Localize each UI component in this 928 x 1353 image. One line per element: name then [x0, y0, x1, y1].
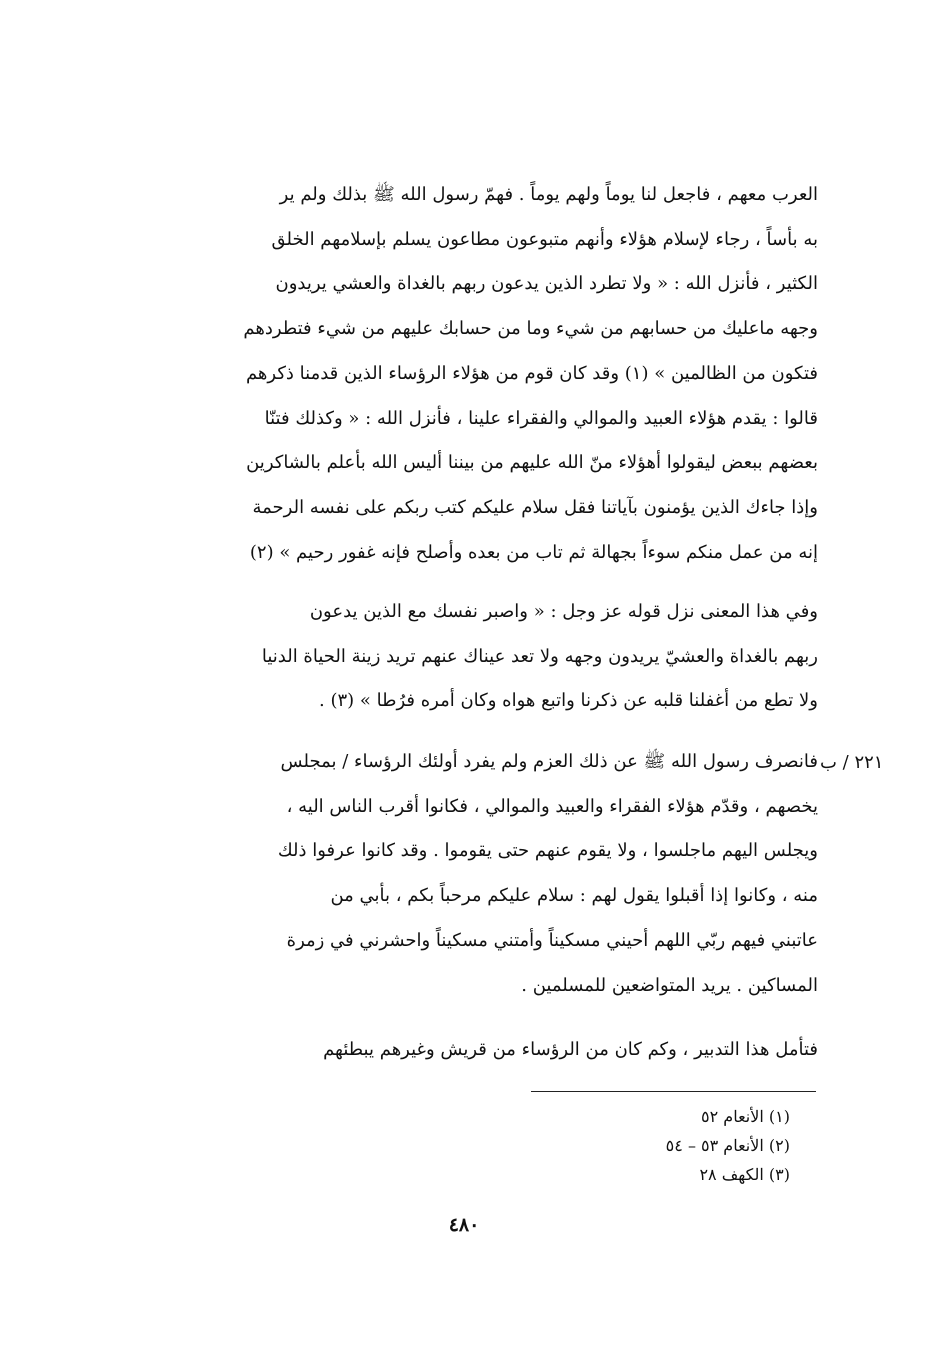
- text-line: وفي هذا المعنى نزل قوله عز وجل : « واصبر نفسك مع الذين يدعون: [309, 601, 818, 622]
- text-line: ويجلس اليهم ماجلسوا ، ولا يقوم عنهم حتى يقوموا . وقد كانوا عرفوا ذلك: [277, 840, 818, 862]
- text-line: فتأمل هذا التدبير ، وكم كان من الرؤساء من قريش وغيرهم يبطئهم: [323, 1039, 818, 1060]
- text-line: إنه من عمل منكم سوءاً بجهالة ثم تاب من بعده وأصلح فإنه غفور رحيم » (٢): [249, 541, 818, 563]
- text-line: عاتبني فيهم ربّي اللهم أحيني مسكيناً وأمتني مسكيناً واحشرني في زمرة: [286, 929, 818, 951]
- footnote-1: (١) الأنعام ٥٢: [701, 1107, 790, 1126]
- text-line: فتكون من الظالمين » (١) وقد كان قوم من هؤلاء الرؤساء الذين قدمنا ذكرهم: [245, 362, 818, 384]
- text-line: المساكين . يريد المتواضعين للمسلمين .: [521, 974, 818, 996]
- paragraph-2: [138, 590, 818, 724]
- footnote-3: (٣) الكهف ٢٨: [699, 1165, 790, 1184]
- paragraph-4: [138, 1028, 818, 1073]
- text-line: العرب معهم ، فاجعل لنا يوماً ولهم يوماً . فهمّ رسول الله ﷺ بذلك ولم ير: [279, 184, 818, 205]
- text-line: وإذا جاءك الذين يؤمنون بآياتنا فقل سلام عليكم كتب ربكم على نفسه الرحمة: [252, 496, 818, 518]
- manuscript-folio-marker: ٢٢١ / ب: [820, 752, 884, 773]
- text-line: قالوا : يقدم هؤلاء العبيد والموالي والفقراء علينا ، فأنزل الله : « وكذلك فتنّا: [264, 407, 818, 429]
- text-line: بعضهم ببعض ليقولوا أهؤلاء منّ الله عليهم من بيننا أليس الله بأعلم بالشاكرين: [246, 452, 818, 474]
- text-line: فانصرف رسول الله ﷺ عن ذلك العزم ولم يفرد أولئك الرؤساء / بمجلس: [280, 751, 818, 772]
- text-line: وجهه ماعليك من حسابهم من شيء وما من حسابك عليهم من شيء فتطردهم: [243, 318, 818, 340]
- footnote-2: (٢) الأنعام ٥٣ – ٥٤: [665, 1136, 790, 1155]
- text-line: ربهم بالغداة والعشيّ يريدون وجهه ولا تعد عيناك عنهم تريد زينة الحياة الدنيا: [261, 645, 818, 667]
- text-line: به بأساً ، رجاء لإسلام هؤلاء وأنهم متبوعون مطاعون يسلم بإسلامهم الخلق: [271, 228, 818, 250]
- text-line: منه ، وكانوا إذا أقبلوا يقول لهم : سلام عليكم مرحباً بكم ، بأبي من: [330, 885, 818, 907]
- footnote-divider: [531, 1091, 816, 1092]
- footnotes: [560, 1102, 790, 1189]
- text-line: يخصهم ، وقدّم هؤلاء الفقراء والعبيد والموالي ، فكانوا أقرب الناس اليه ،: [286, 795, 818, 817]
- page-number: ٤٨٠: [448, 1214, 480, 1236]
- text-line: الكثير ، فأنزل الله : « ولا تطرد الذين يدعون ربهم بالغداة والعشي يريدون: [275, 273, 818, 295]
- text-line: ولا تطع من أغفلنا قلبه عن ذكرنا واتبع هواه وكان أمره فرُطا » (٣) .: [319, 690, 818, 712]
- paragraph-3: [138, 740, 818, 1008]
- paragraph-1: [138, 173, 818, 575]
